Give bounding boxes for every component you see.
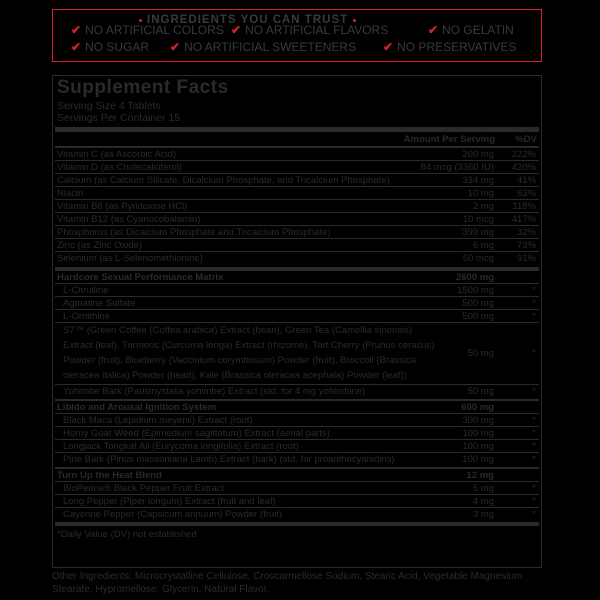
blend-header-row: Hardcore Sexual Performance Matrix 2600 mg	[55, 271, 539, 284]
table-row: Niacin 10 mg 63%	[55, 187, 539, 200]
other-ingredients: Other Ingredients: Microcrystalline Cellulose, Croscarmellose Sodium, Stearic Acid, Vegetable Magnesium Stearate, Hypromellose, Glycerin, Natural Flavor.	[52, 571, 523, 595]
facts-title: Supplement Facts	[57, 77, 229, 98]
table-row: Agmatine Sulfate 500 mg *	[55, 297, 539, 310]
claim-no-sugar: ✔ NO SUGAR	[71, 40, 150, 54]
claim-no-artificial-colors: ✔ NO ARTIFICIAL COLORS	[71, 23, 224, 37]
table-row: Phosphorus (as Dicalcium Phosphate and Tricalcium Phosphate) 399 mg 32%	[55, 226, 539, 239]
claim-no-preservatives: ✔ NO PRESERVATIVES	[383, 40, 517, 54]
table-row: Long Pepper (Piper longum) Extract (fruit and leaf) 4 mg *	[55, 495, 539, 508]
trust-claims-box	[52, 9, 542, 62]
table-row: Calcium (as Calcium Silicate, Dicalcium Phosphate, and Tricalcium Phosphate) 334 mg 41%	[55, 174, 539, 187]
blend-header-row: Turn Up the Heat Blend 12 mg	[55, 469, 539, 482]
claim-no-artificial-sweeteners: ✔ NO ARTIFICIAL SWEETENERS	[170, 40, 357, 54]
check-icon: ✔	[71, 40, 82, 54]
table-row: Yohimbe Bark (Pausinystalia yohimbe) Extract (std. for 4 mg yohimbine) 50 mg *	[63, 386, 536, 397]
table-row: Black Maca (Lepidium meyenii) Extract (root) 300 mg *	[55, 414, 539, 427]
check-icon: ✔	[170, 40, 181, 54]
thick-divider	[55, 127, 539, 132]
servings-per-container: Servings Per Container 15	[57, 112, 181, 124]
check-icon: ✔	[71, 23, 82, 37]
table-row: BioPerine® Black Pepper Fruit Extract 5 mg *	[55, 482, 539, 495]
serving-size: Serving Size 4 Tablets	[57, 100, 161, 112]
table-row: Cayenne Pepper (Capsicum annuum) Powder (fruit) 3 mg *	[63, 509, 536, 520]
check-icon: ✔	[231, 23, 242, 37]
table-row: Horny Goat Weed (Epimedium sagittatum) Extract (aerial parts) 100 mg *	[55, 427, 539, 440]
bottom-divider	[55, 522, 539, 526]
col-dv-header: %DV	[515, 134, 537, 145]
claim-no-gelatin: ✔ NO GELATIN	[428, 23, 514, 37]
claim-no-artificial-flavors: ✔ NO ARTIFICIAL FLAVORS	[231, 23, 389, 37]
col-amount-header: Amount Per Serving	[403, 134, 495, 145]
table-row: L-Citrulline 1500 mg *	[55, 284, 539, 297]
table-row: Pine Bark (Pinus massoniana Lamb) Extract (bark) (std. for proanthocyanidins) 100 mg *	[63, 454, 536, 465]
check-icon: ✔	[383, 40, 394, 54]
supplement-facts-panel	[52, 75, 542, 568]
table-row: Selenium (as L-Selenomethionine) 50 mcg 91%	[57, 253, 536, 264]
check-icon: ✔	[428, 23, 439, 37]
table-row: Vitamin C (as Ascorbic Acid) 200 mg 222%	[55, 148, 539, 161]
table-row: Vitamin B12 (as Cyanocobalamin) 10 mcg 417%	[55, 213, 539, 226]
table-row: L-Ornithine 500 mg *	[55, 310, 539, 323]
trust-title: INGREDIENTS YOU CAN TRUST	[143, 13, 352, 27]
table-row: Longjack Tongkat Ali (Eurycoma longifolia) Extract (root) 100 mg *	[55, 440, 539, 453]
table-row: Vitamin B6 (as Pyridoxine HCl) 2 mg 118%	[55, 200, 539, 213]
table-row: Zinc (as Zinc Oxide) 6 mg 73%	[55, 239, 539, 252]
table-row: Vitamin D (as Cholecalciferol) 84 mcg (3360 IU) 420%	[55, 161, 539, 174]
blend-header-row: Libido and Arousal Ignition System 600 mg	[55, 401, 539, 414]
dv-footnote: *Daily Value (DV) not established	[57, 529, 197, 540]
table-row-s7: S7™ (Green Coffee (Coffea arabica) Extract (bean), Green Tea (Camellia sinensis) Extract (leaf), Turmeric (Curcuma longa) Extract (rhizome), Tart Cherry (Prunus cerasus) Powder (fruit), Blueberry (Vaccinium corymbosum) Powder (fruit), Broccoli (Brassica oleracea italica) Powder (head), Kale (Brassica oleracea acephala) Powder (leaf)) 50 mg *	[55, 323, 539, 385]
